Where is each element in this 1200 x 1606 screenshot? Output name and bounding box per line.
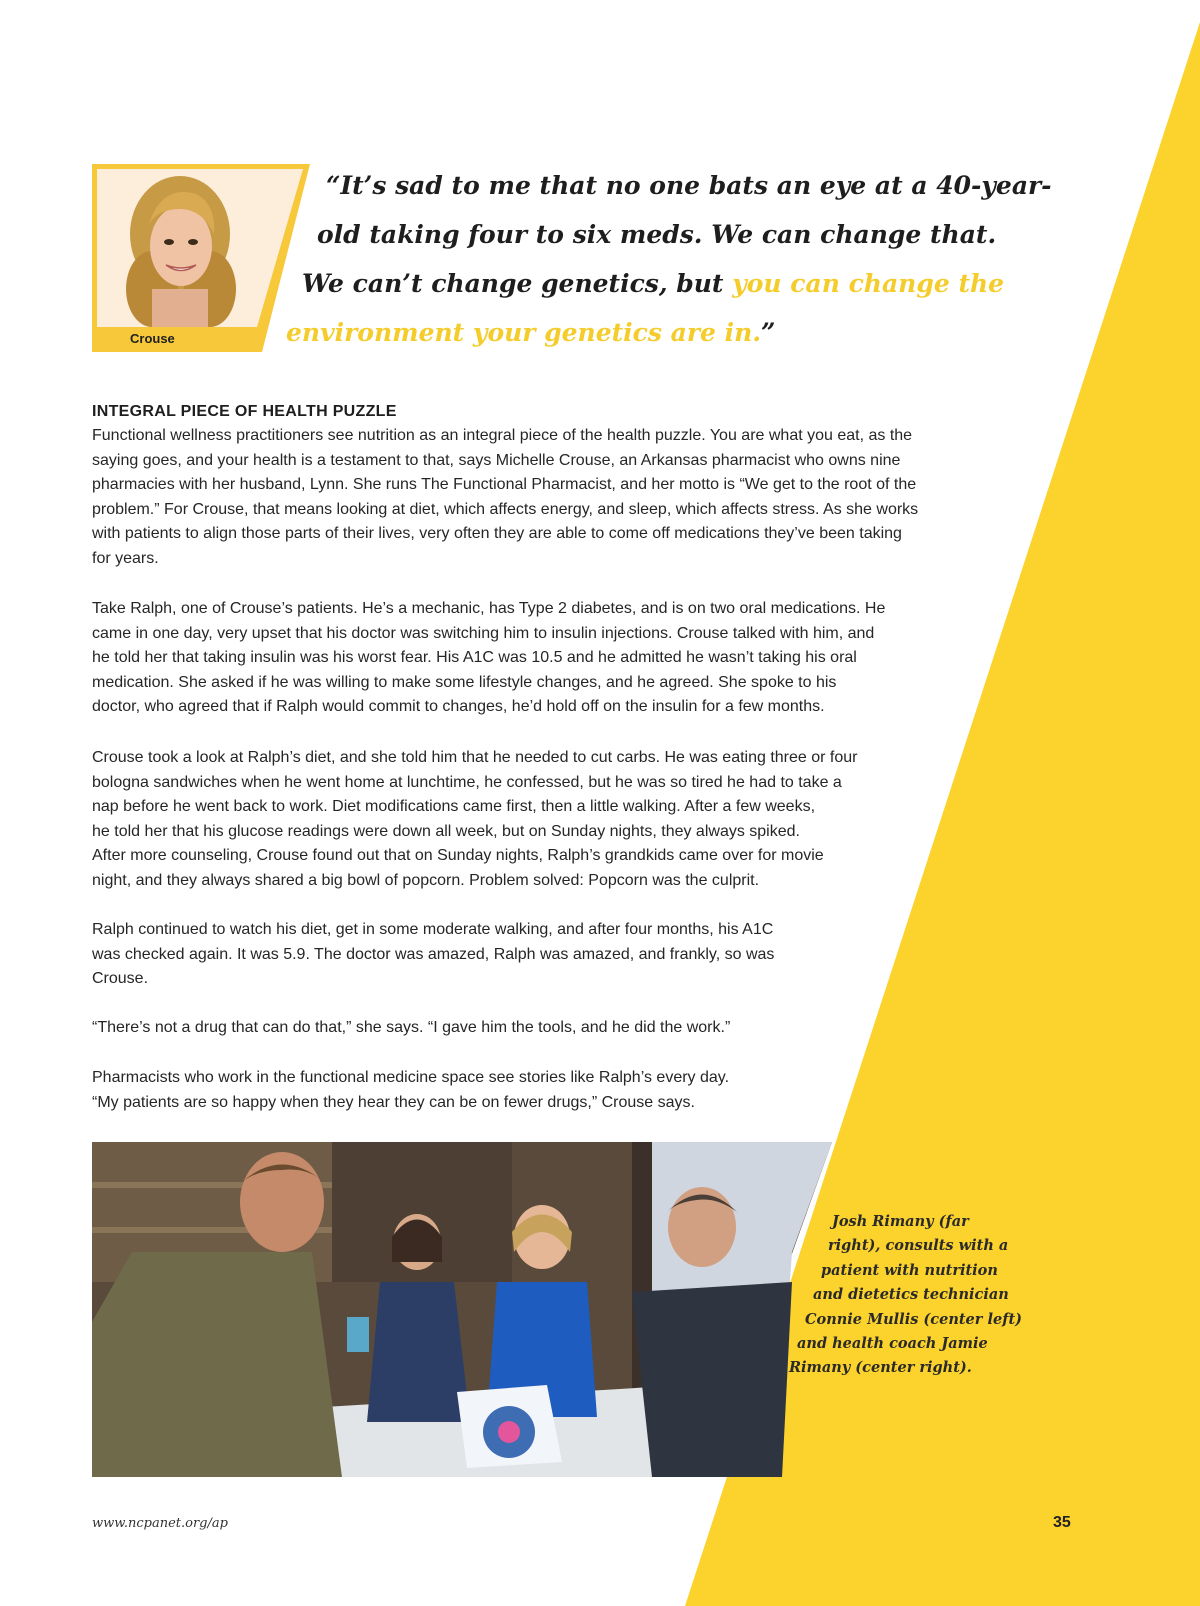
paragraph-line: for years. [92, 549, 159, 567]
pharmacy-photo [92, 1142, 832, 1477]
paragraph-line: saying goes, and your health is a testament to that, says Michelle Crouse, an Arkansas pharmacist who owns nine [92, 451, 901, 469]
paragraph-line: came in one day, very upset that his doctor was switching him to insulin injections. Crouse talked with him, and [92, 624, 875, 642]
paragraph-line: Crouse took a look at Ralph’s diet, and she told him that he needed to cut carbs. He was eating three or four [92, 749, 858, 766]
paragraph-line: medication. She asked if he was willing to make some lifestyle changes, and he agreed. She spoke to his [92, 673, 837, 691]
paragraph-line: Take Ralph, one of Crouse’s patients. He’s a mechanic, has Type 2 diabetes, and is on two oral medications. He [92, 600, 886, 617]
paragraph-6 [92, 1066, 729, 1115]
paragraph-line: night, and they always shared a big bowl of popcorn. Problem solved: Popcorn was the culprit. [92, 871, 760, 889]
quote-line-4-close: ” [761, 318, 776, 347]
paragraph-line: problem.” For Crouse, that means looking at diet, which affects energy, and sleep, which affects stress. As she works [92, 500, 919, 518]
paragraph-line: doctor, who agreed that if Ralph would commit to changes, he’d hold off on the insulin for a few months. [92, 698, 825, 716]
quote-line-1: “It’s sad to me that no one bats an eye at a 40-year- [326, 171, 1052, 200]
quote-line-2: old taking four to six meds. We can change that. [317, 220, 997, 249]
paragraph-line: “There’s not a drug that can do that,” she says. “I gave him the tools, and he did the work.” [92, 1019, 731, 1036]
paragraph-2 [92, 597, 885, 720]
paragraph-1 [92, 424, 918, 572]
portrait-frame [92, 164, 310, 352]
paragraph-line: “My patients are so happy when they hear they can be on fewer drugs,” Crouse says. [92, 1093, 695, 1111]
paragraph-3 [92, 746, 858, 894]
footer-url: www.ncpanet.org/ap [92, 1516, 228, 1531]
paragraph-5 [92, 1016, 730, 1041]
paragraph-line: After more counseling, Crouse found out that on Sunday nights, Ralph’s grandkids came over for movie [92, 847, 824, 865]
paragraph-line: bologna sandwiches when he went home at lunchtime, he confessed, but he was so tired he had to take a [92, 773, 842, 791]
paragraph-4 [92, 918, 774, 992]
paragraph-line: with patients to align those parts of their lives, very often they are able to come off medications they’ve been taking [92, 525, 902, 543]
caption-line: Connie Mullis (center left) [805, 1311, 1023, 1328]
paragraph-line: Pharmacists who work in the functional medicine space see stories like Ralph’s every day. [92, 1069, 730, 1086]
caption-line: and health coach Jamie [797, 1335, 988, 1352]
caption-line: and dietetics technician [813, 1286, 1009, 1303]
paragraph-line: Crouse. [92, 970, 149, 988]
quote-line-3-plain: We can’t change genetics, but [302, 269, 733, 298]
quote-line-3 [302, 269, 1004, 298]
quote-line-3-highlight: you can change the [732, 269, 1005, 298]
paragraph-line: Functional wellness practitioners see nutrition as an integral piece of the health puzzle. You are what you eat, as the [92, 427, 913, 444]
caption-line: patient with nutrition [821, 1262, 998, 1279]
portrait-photo [126, 176, 236, 329]
paragraph-line: he told her that taking insulin was his worst fear. His A1C was 10.5 and he admitted he wasn’t taking his oral [92, 649, 857, 667]
portrait-caption: Crouse [130, 331, 175, 346]
section-heading: INTEGRAL PIECE OF HEALTH PUZZLE [92, 403, 397, 420]
paragraph-line: Ralph continued to watch his diet, get in some moderate walking, and after four months, his A1C [92, 921, 774, 938]
caption-line: Josh Rimany (far [832, 1213, 969, 1230]
paragraph-line: pharmacies with her husband, Lynn. She runs The Functional Pharmacist, and her motto is “We get to the root of the [92, 476, 917, 494]
paragraph-line: nap before he went back to work. Diet modifications came first, then a little walking. After a few weeks, [92, 798, 816, 816]
caption-line: right), consults with a [828, 1237, 1009, 1254]
quote-line-4-highlight: environment your genetics are in. [286, 318, 762, 347]
caption-line: Rimany (center right). [789, 1359, 972, 1376]
page-number: 35 [1053, 1514, 1071, 1531]
quote-line-4 [286, 318, 775, 347]
paragraph-line: was checked again. It was 5.9. The doctor was amazed, Ralph was amazed, and frankly, so was [92, 945, 775, 963]
paragraph-line: he told her that his glucose readings were down all week, but on Sunday nights, they always spiked. [92, 822, 800, 840]
